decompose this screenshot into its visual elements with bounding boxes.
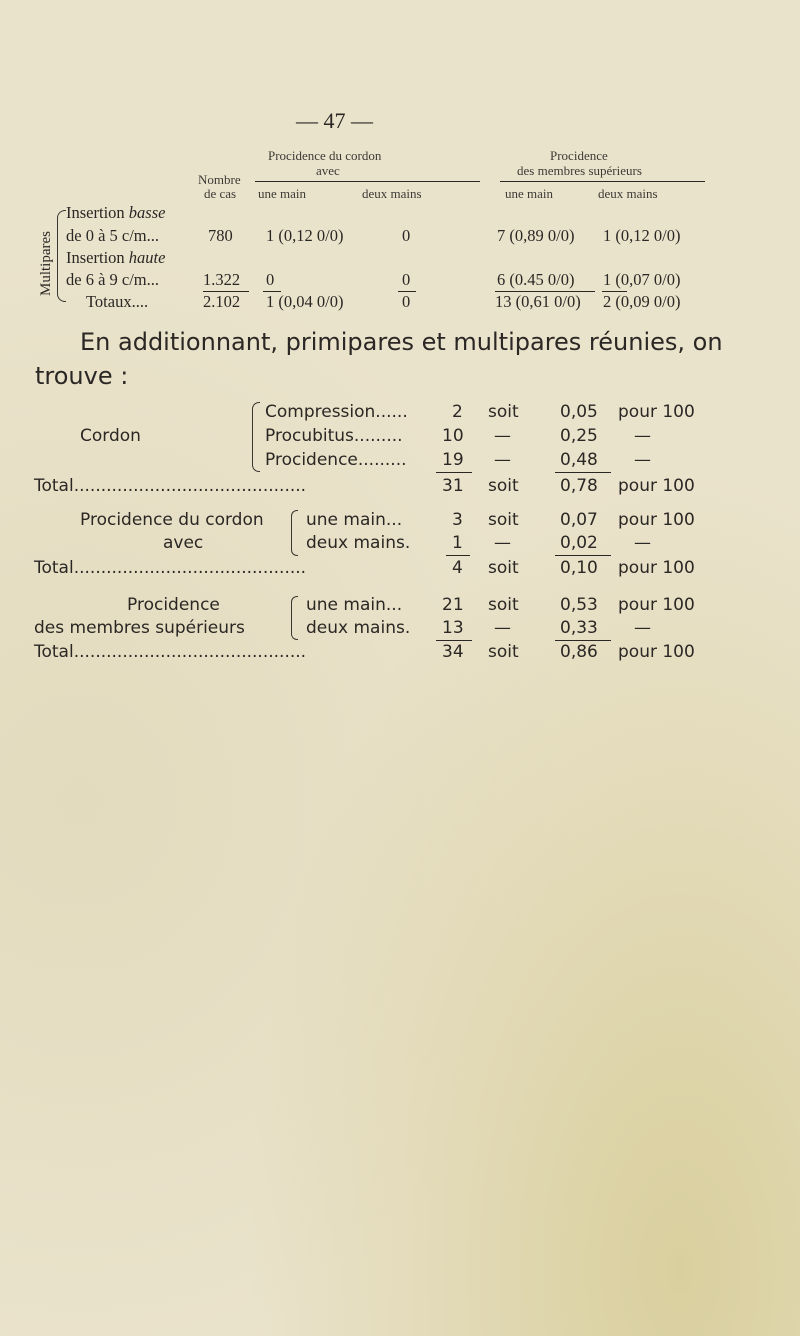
pm-item-label: une main...: [306, 595, 403, 615]
pc-item-soit: —: [494, 533, 511, 553]
row-0-5-nombre: 780: [208, 226, 233, 245]
group-pm-label-1: Procidence: [127, 595, 220, 615]
header-cordon-2: avec: [316, 163, 340, 178]
cordon-item-n: 19: [442, 450, 464, 470]
row-0-5-label: de 0 à 5 c/m...: [66, 226, 160, 245]
group-pc-label-2: avec: [163, 533, 204, 553]
header-cordon-une-main: une main: [258, 186, 307, 201]
row-0-5-membres-deux: 1 (0,12 0/0): [603, 226, 681, 245]
pc-item-n: 1: [452, 533, 463, 553]
row-totaux-cordon-une: 1 (0,04 0/0): [266, 292, 344, 311]
header-cordon-deux-mains: deux mains: [362, 186, 422, 201]
pc-item-pct: 0,02: [560, 533, 598, 553]
side-label-multipares: Multipares: [38, 231, 54, 296]
row-6-9-nombre: 1.322: [203, 270, 241, 289]
row-totaux-membres-une: 13 (0,61 0/0): [495, 292, 581, 311]
cordon-item-pour: pour 100: [618, 402, 695, 422]
group-pm-brace: [291, 596, 298, 640]
cordon-total-soit: soit: [488, 476, 519, 496]
cordon-item-pct: 0,48: [560, 450, 598, 470]
page-number: — 47 —: [296, 108, 373, 133]
cordon-item-pct: 0,25: [560, 426, 598, 446]
cordon-item-soit: —: [494, 450, 511, 470]
cordon-item-label: Compression......: [265, 402, 408, 422]
paragraph-line-2: trouve :: [35, 362, 129, 390]
cordon-total-rule-pct: [555, 472, 611, 473]
group-cordon-label: Cordon: [80, 426, 141, 446]
pm-total-rule-n: [436, 640, 472, 641]
cordon-item-soit: —: [494, 426, 511, 446]
header-membres-une-main: une main: [505, 186, 554, 201]
pc-total-rule-n: [446, 555, 470, 556]
cordon-total-n: 31: [442, 476, 464, 496]
cordon-total-rule-n: [436, 472, 472, 473]
pm-total-pour: pour 100: [618, 642, 695, 662]
row-0-5-cordon-deux: 0: [402, 226, 411, 245]
pm-item-pct: 0,53: [560, 595, 598, 615]
row-6-9-membres-une: 6 (0.45 0/0): [497, 270, 575, 289]
header-membres-deux-mains: deux mains: [598, 186, 658, 201]
row-6-9-label: de 6 à 9 c/m...: [66, 270, 160, 289]
header-nombre-2: de cas: [204, 186, 237, 201]
row-totaux-membres-deux: 2 (0,09 0/0): [603, 292, 681, 311]
header-rule-cordon: [255, 181, 480, 182]
row-0-5-cordon-une: 1 (0,12 0/0): [266, 226, 344, 245]
pm-item-n: 13: [442, 618, 464, 638]
cordon-item-soit: soit: [488, 402, 519, 422]
header-rule-membres: [500, 181, 705, 182]
pm-total-label: Total...........................................: [34, 642, 307, 662]
cordon-item-n: 10: [442, 426, 464, 446]
cordon-total-pour: pour 100: [618, 476, 695, 496]
row-6-9-cordon-deux: 0: [402, 270, 411, 289]
pc-total-pour: pour 100: [618, 558, 695, 578]
pm-item-soit: soit: [488, 595, 519, 615]
pc-item-label: une main...: [306, 510, 403, 530]
pm-total-soit: soit: [488, 642, 519, 662]
pc-item-pour: pour 100: [618, 510, 695, 530]
row-6-9-membres-deux: 1 (0,07 0/0): [603, 270, 681, 289]
pc-item-soit: soit: [488, 510, 519, 530]
group-pc-label-1: Procidence du cordon: [80, 510, 264, 530]
pc-total-n: 4: [452, 558, 463, 578]
header-membres-2: des membres supérieurs: [517, 163, 642, 178]
header-cordon-1: Procidence du cordon: [268, 148, 382, 163]
group-pc-brace: [291, 510, 298, 556]
row-0-5-membres-une: 7 (0,89 0/0): [497, 226, 575, 245]
pc-total-rule-pct: [555, 555, 611, 556]
paragraph-line-1: En additionnant, primipares et multipares réunies, on: [80, 328, 723, 356]
pc-item-n: 3: [452, 510, 463, 530]
cordon-total-pct: 0,78: [560, 476, 598, 496]
cordon-item-pour: —: [634, 450, 651, 470]
pm-item-n: 21: [442, 595, 464, 615]
header-nombre-1: Nombre: [198, 172, 241, 187]
pm-total-pct: 0,86: [560, 642, 598, 662]
row-totaux-label: Totaux....: [86, 292, 149, 311]
row-totaux-nombre: 2.102: [203, 292, 241, 311]
cordon-item-pct: 0,05: [560, 402, 598, 422]
pc-item-pour: —: [634, 533, 651, 553]
pm-total-rule-pct: [555, 640, 611, 641]
pm-item-pour: —: [634, 618, 651, 638]
pm-item-pour: pour 100: [618, 595, 695, 615]
row-6-9-cordon-une: 0: [266, 270, 275, 289]
pc-item-label: deux mains.: [306, 533, 411, 553]
pm-total-n: 34: [442, 642, 464, 662]
cordon-item-n: 2: [452, 402, 463, 422]
group-pm-label-2: des membres supérieurs: [34, 618, 245, 638]
pc-total-soit: soit: [488, 558, 519, 578]
row-totaux-cordon-deux: 0: [402, 292, 411, 311]
row-insertion-basse: Insertion basse: [66, 203, 166, 222]
pm-item-soit: —: [494, 618, 511, 638]
pm-item-pct: 0,33: [560, 618, 598, 638]
cordon-total-label: Total...........................................: [34, 476, 307, 496]
group-cordon-brace: [252, 402, 260, 472]
pc-item-pct: 0,07: [560, 510, 598, 530]
pm-item-label: deux mains.: [306, 618, 411, 638]
cordon-item-pour: —: [634, 426, 651, 446]
row-insertion-haute: Insertion haute: [66, 248, 166, 267]
pc-total-pct: 0,10: [560, 558, 598, 578]
cordon-item-label: Procubitus.........: [265, 426, 403, 446]
header-membres-1: Procidence: [550, 148, 608, 163]
pc-total-label: Total...........................................: [34, 558, 307, 578]
cordon-item-label: Procidence.........: [265, 450, 407, 470]
multipares-brace: [57, 210, 66, 302]
